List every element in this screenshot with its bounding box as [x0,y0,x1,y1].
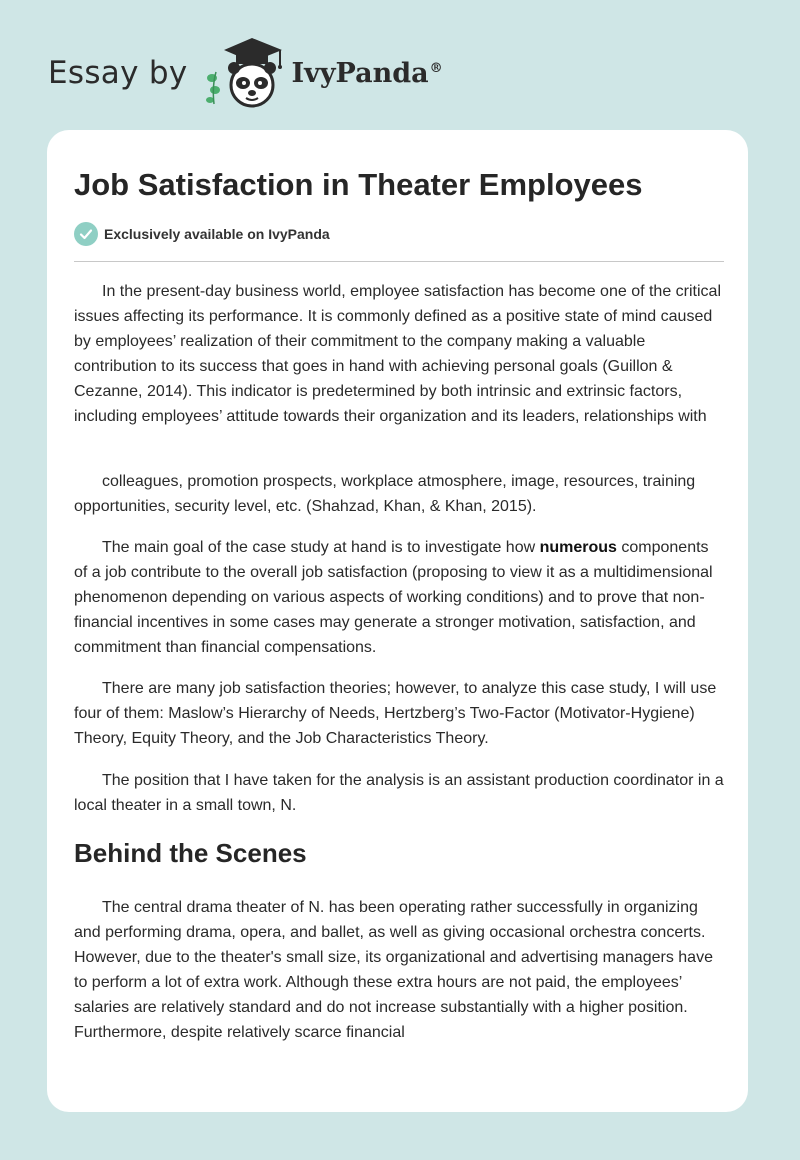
panda-logo-icon [202,38,288,108]
paragraph-4: There are many job satisfaction theories; however, to analyze this case study, I will use four of them: Maslow’s Hierarchy of Needs, Hertzberg’s Two-Factor (Motivator-Hygiene) Theory, Equity Theory, and the Job Characteristics Theory. [74,680,717,747]
brand-prefix: Essay by [48,55,188,91]
article-card [47,130,748,1112]
paragraph-5: The position that I have taken for the analysis is an assistant production coordinator in a local theater in a small town, N. [74,772,724,814]
exclusive-badge [74,221,330,247]
exclusive-badge-text: Exclusively available on IvyPanda [104,226,330,242]
check-circle-icon [74,222,98,246]
emphasis-numerous: numerous [539,539,617,556]
paragraph-3: The main goal of the case study at hand is to investigate how numerous components of a job contribute to the overall job satisfaction (proposing to view it as a multidimensional phenomenon depending on various aspects of working conditions) and to prove that non-financial incentives in some cases may generate a stronger motivation, satisfaction, and commitment than financial compensations. [74,539,713,656]
paragraph-2: colleagues, promotion prospects, workplace atmosphere, image, resources, training opportunities, security level, etc. (Shahzad, Khan, & Khan, 2015). [74,473,696,515]
brand-header[interactable] [48,38,443,108]
title-divider [74,261,724,262]
page-title: Job Satisfaction in Theater Employees [74,167,643,202]
section-heading: Behind the Scenes [74,838,307,868]
paragraph-6: The central drama theater of N. has been operating rather successfully in organizing and performing drama, opera, and ballet, as well as giving occasional orchestra concerts. However, due to the theater's small size, its organizational and advertising managers have to perform a lot of extra work. Although these extra hours are not paid, the employees’ salaries are relatively standard and do not increase substantially with a higher position. Furthermore, despite relatively scarce financial [74,899,713,1041]
brand-name: IvyPanda® [291,57,443,89]
paragraph-1: In the present-day business world, employee satisfaction has become one of the critical issues affecting its performance. It is commonly defined as a positive state of mind caused by employees’ realization of their commitment to the company making a valuable contribution to its success that goes in hand with achieving personal goals (Guillon & Cezanne, 2014). This indicator is predetermined by both intrinsic and extrinsic factors, including employees’ attitude towards their organization and its leaders, relationships with [74,283,721,425]
